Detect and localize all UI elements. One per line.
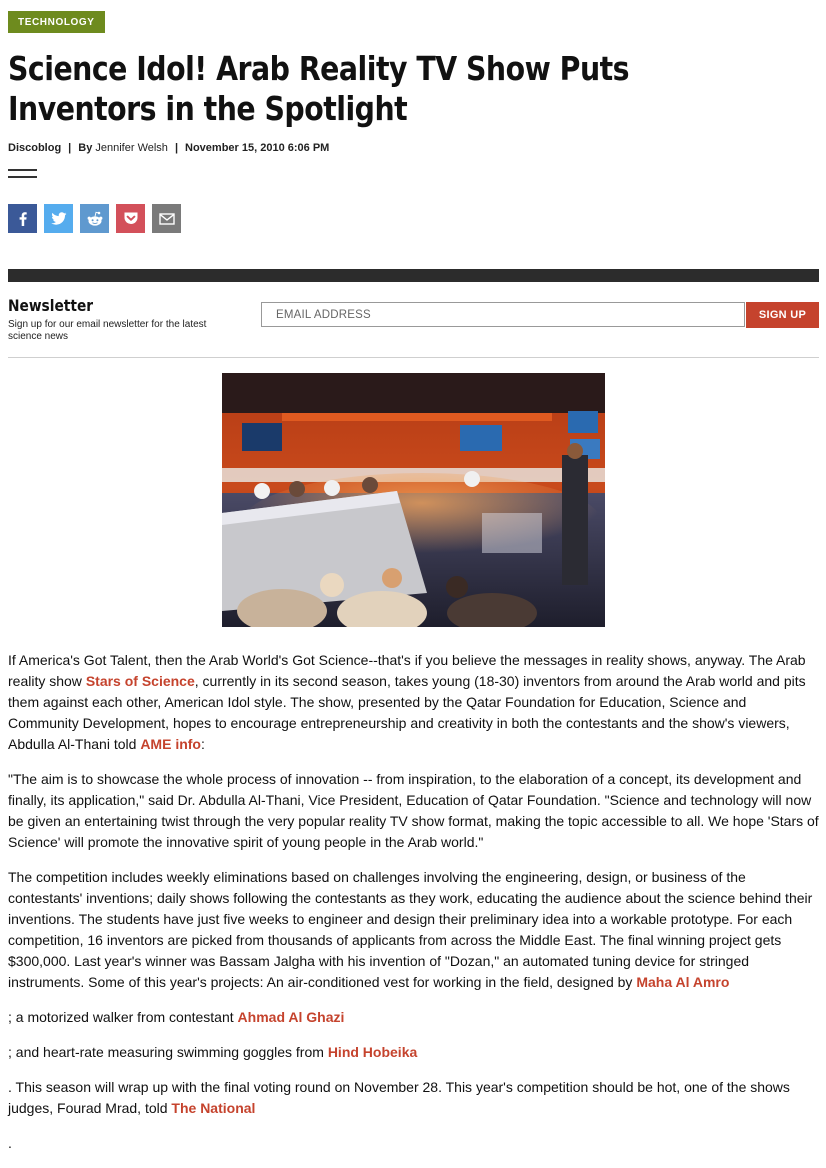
the-national-link[interactable]: The National xyxy=(171,1100,256,1116)
menu-icon[interactable] xyxy=(8,169,37,178)
email-input[interactable] xyxy=(261,302,745,327)
ame-info-link[interactable]: AME info xyxy=(140,736,201,752)
page-title: Science Idol! Arab Reality TV Show Puts Inventors in the Spotlight xyxy=(8,49,630,128)
email-icon xyxy=(159,213,175,225)
reddit-share-button[interactable] xyxy=(80,204,109,233)
blog-link[interactable]: Discoblog xyxy=(8,142,62,154)
paragraph-6: . This season will wrap up with the final voting round on November 28. This year's competition should be hot, one of the shows judges, Fourad Mrad, told The National xyxy=(8,1079,790,1116)
newsletter-divider xyxy=(8,357,819,358)
paragraph-5: ; and heart-rate measuring swimming goggles from Hind Hobeika xyxy=(8,1044,418,1060)
paragraph-4: ; a motorized walker from contestant Ahmad Al Ghazi xyxy=(8,1009,345,1025)
publish-date: November 15, 2010 6:06 PM xyxy=(185,142,330,154)
newsletter-description: Sign up for our email newsletter for the latest science news xyxy=(8,319,207,342)
hind-hobeika-link[interactable]: Hind Hobeika xyxy=(327,1044,418,1060)
stars-of-science-link[interactable]: Stars of Science xyxy=(85,673,195,689)
author-link[interactable]: Jennifer Welsh xyxy=(95,142,168,154)
facebook-share-button[interactable] xyxy=(8,204,37,233)
paragraph-7: . xyxy=(8,1135,12,1151)
email-share-button[interactable] xyxy=(152,204,181,233)
byline-by: By xyxy=(78,142,93,154)
article-photo xyxy=(222,373,605,627)
maha-al-amro-link[interactable]: Maha Al Amro xyxy=(636,974,730,990)
ahmad-al-ghazi-link[interactable]: Ahmad Al Ghazi xyxy=(237,1009,345,1025)
pocket-share-button[interactable] xyxy=(116,204,145,233)
sign-up-button[interactable]: SIGN UP xyxy=(746,302,819,328)
paragraph-1: If America's Got Talent, then the Arab World's Got Science--that's if you believe the messages in reality shows, anyway. The Arab reality show Stars of Science, currently in its second season, takes young (18-30) inventors from around the Arab world and pits them against each other, American Idol style. The show, presented by the Qatar Foundation for Education, Science and Community Development, hopes to encourage entrepreneurship and creativity in both the contestants and the show's viewers, Abdulla Al-Thani told AME info: xyxy=(8,652,806,752)
byline: Discoblog | By Jennifer Welsh | November 15, 2010 6:06 PM xyxy=(8,142,330,154)
twitter-icon xyxy=(51,212,67,226)
newsletter-title: Newsletter xyxy=(8,296,94,315)
article-body xyxy=(8,650,820,1168)
twitter-share-button[interactable] xyxy=(44,204,73,233)
paragraph-2: "The aim is to showcase the whole process of innovation -- from inspiration, to the elaboration of a concept, its development and finally, its application," said Dr. Abdulla Al-Thani, Vice President, Education of Qatar Foundation. "Science and technology will now be given an entertaining twist through the very popular reality TV show format, making the topic accessible to all. We hope 'Stars of Science' will promote the innovative spirit of young people in the Arab world." xyxy=(8,771,819,850)
pocket-icon xyxy=(123,211,139,226)
facebook-icon xyxy=(16,212,30,226)
category-tag[interactable]: TECHNOLOGY xyxy=(8,11,105,33)
section-divider-bar xyxy=(8,269,819,282)
share-bar xyxy=(8,204,181,233)
paragraph-3: The competition includes weekly eliminations based on challenges involving the engineering, design, or business of the contestants' inventions; daily shows following the contestants as they work, educating the audience about the science behind their inventions. The students have just five weeks to engineer and design their preliminary idea into a workable prototype. For each competition, 16 inventors are picked from thousands of applicants from across the Middle East. The final winning project gets $300,000. Last year's winner was Bassam Jalgha with his invention of "Dozan," an automated tuning device for stringed instruments. Some of this year's projects: An air-conditioned vest for working in the field, designed by Maha Al Amro xyxy=(8,869,813,990)
reddit-icon xyxy=(86,211,104,227)
